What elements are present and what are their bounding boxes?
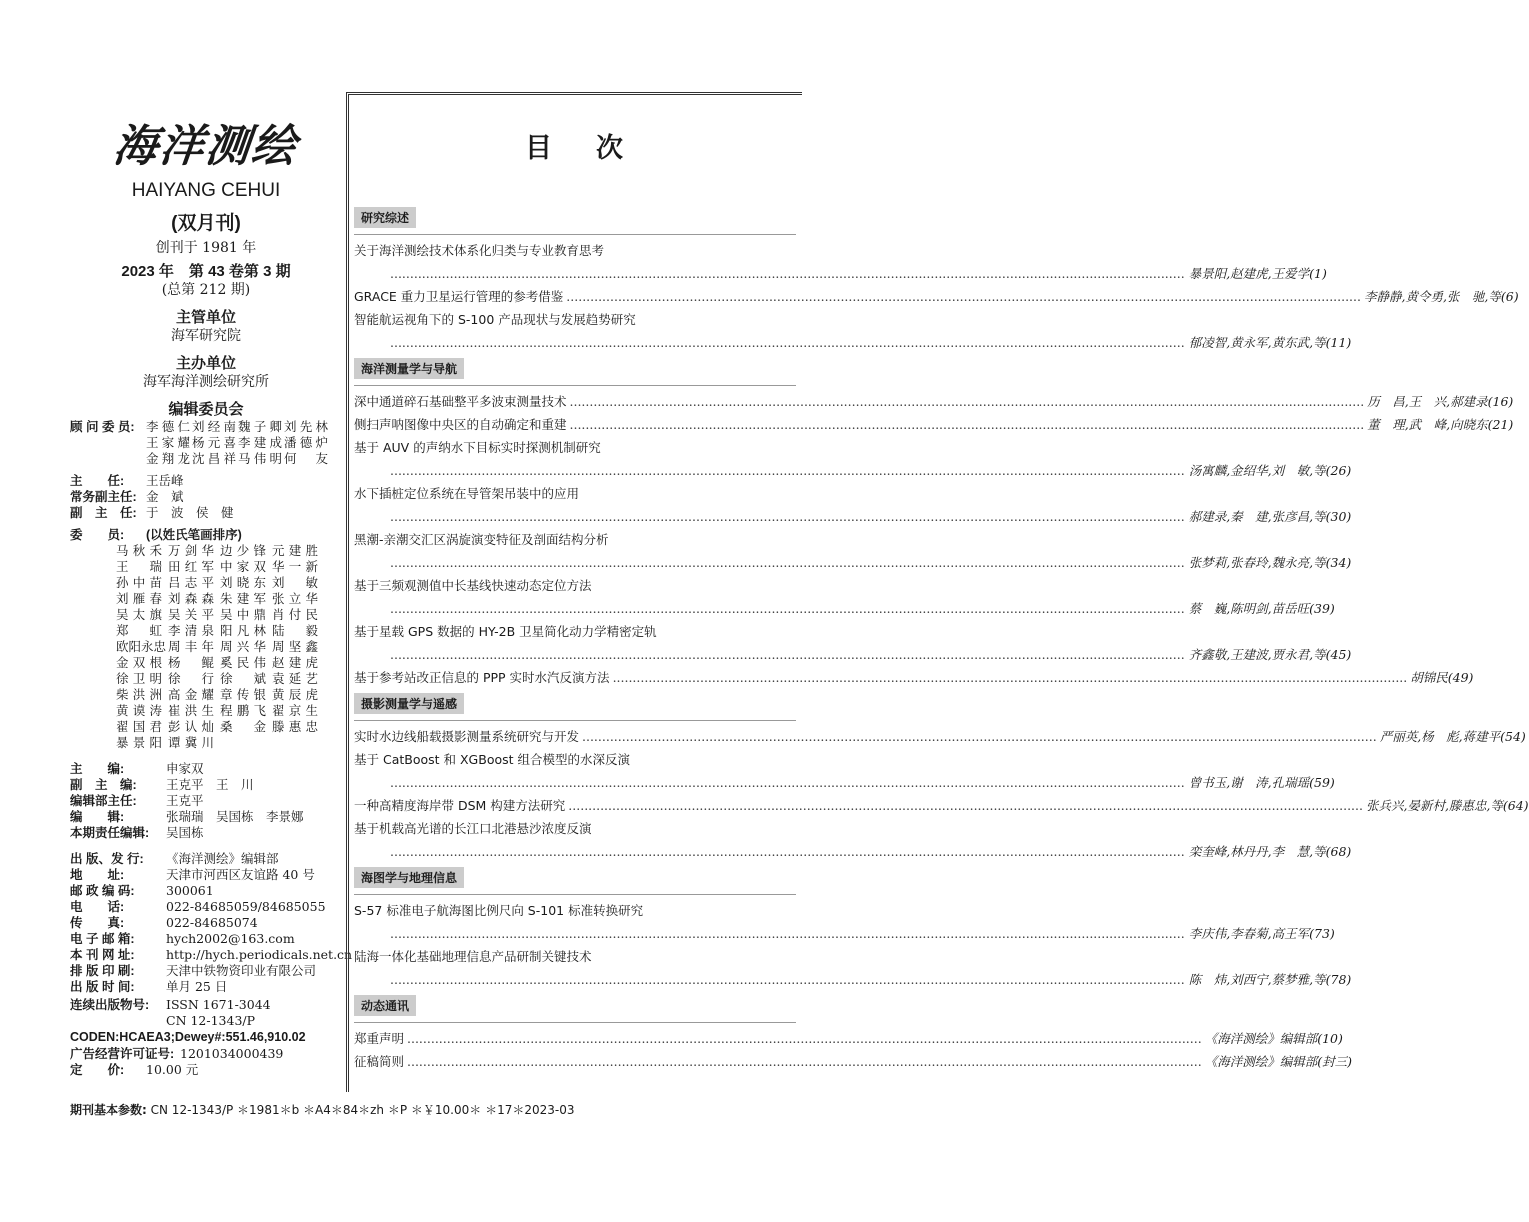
- leader-dots: ........................................................................................................................................................................................................: [390, 266, 1185, 281]
- toc-entry-authors: 郁凌智,黄永军,黄东武,等(11): [1188, 335, 1352, 350]
- member-name: 暴景阳: [116, 735, 162, 750]
- contact-row-key: 出 版 时 间:: [70, 980, 135, 994]
- toc-entry-title-text[interactable]: 侧扫声呐图像中央区的自动确定和重建: [354, 417, 567, 432]
- toc-entry-authors: 汤寓麟,金绍华,刘 敏,等(26): [1188, 463, 1352, 478]
- contact-row: [70, 963, 342, 979]
- member-name: 高金耀: [168, 687, 214, 702]
- leader-dots: ........................................................................................................................................................................................................: [390, 972, 1185, 987]
- toc-entry-title-text[interactable]: 基于参考站改正信息的 PPP 实时水汽反演方法: [354, 670, 610, 685]
- leader-dots: ........................................................................................................................................................................................................: [390, 844, 1185, 859]
- director-row: [70, 473, 342, 489]
- member-name: 张立华: [272, 591, 318, 606]
- contact-row-key: 邮 政 编 码:: [70, 884, 135, 898]
- toc-section: [354, 203, 796, 235]
- advisor-name: 金翔龙: [146, 451, 190, 466]
- founded: 创刊于 1981 年: [155, 240, 257, 256]
- member-name: 柴洪洲: [116, 687, 162, 702]
- member-name: 黄谟涛: [116, 703, 162, 718]
- toc-entry-authors: 胡锦民(49): [1410, 670, 1474, 685]
- contact-row: [70, 947, 353, 963]
- member-name: 朱建军: [220, 591, 266, 606]
- member-name: 袁延艺: [272, 671, 318, 686]
- director: 王岳峰: [146, 473, 184, 488]
- member-name: 元建胜: [272, 543, 318, 558]
- toc-entry-authors: 曾书玉,谢 涛,孔瑞瑶(59): [1188, 775, 1335, 790]
- member-name: 章传银: [220, 687, 266, 702]
- toc-entry-title-text[interactable]: 黑潮-亲潮交汇区涡旋演变特征及剖面结构分析: [354, 532, 609, 547]
- cover-info-column: [70, 100, 353, 1078]
- organizer-label: 主办单位: [175, 355, 236, 372]
- toc-entry-title[interactable]: [354, 620, 796, 643]
- journal-title: 海洋测绘: [110, 121, 301, 172]
- toc-entry-byline: [354, 551, 1352, 574]
- ad-key: 广告经营许可证号:: [70, 1047, 175, 1061]
- contact-row-key: 电 话:: [70, 900, 125, 914]
- contact-row: [70, 883, 342, 899]
- toc-entry-title-text[interactable]: 智能航运视角下的 S-100 产品现状与发展趋势研究: [354, 312, 636, 327]
- toc-entry-authors: 严丽英,杨 彪,蒋建平(54): [1379, 729, 1526, 744]
- toc-entry-title[interactable]: [354, 899, 796, 922]
- members-note: (以姓氏笔画排序): [146, 528, 242, 542]
- toc-entry-byline: [354, 840, 1352, 863]
- toc-entry-title-text[interactable]: GRACE 重力卫星运行管理的参考借鉴: [354, 289, 564, 304]
- member-name: 田红军: [168, 559, 214, 574]
- member-name: 阳凡林: [220, 623, 266, 638]
- toc-entry-authors: 张兵兴,晏新村,滕惠忠,等(64): [1365, 798, 1529, 813]
- toc-section: [354, 689, 796, 721]
- contact-row-value: 单月 25 日: [166, 979, 228, 994]
- toc-entry-byline: [354, 597, 1335, 620]
- toc-entry-authors: 陈 炜,刘西宁,蔡梦雅,等(78): [1188, 972, 1352, 987]
- serial-row: [70, 997, 342, 1029]
- toc-entry-title[interactable]: [354, 748, 796, 771]
- member-name: 翟京生: [272, 703, 318, 718]
- advisor-name: 王家耀: [146, 435, 190, 450]
- advisor-name: 何 友: [284, 451, 328, 466]
- member-name: 万剑华: [168, 543, 214, 558]
- toc-section: [354, 863, 796, 895]
- toc-entry-authors: 郝建录,秦 建,张彦昌,等(30): [1188, 509, 1352, 524]
- contact-row: [70, 851, 342, 867]
- editorial-row-value: 张瑞瑞 吴国栋 李景娜: [166, 809, 304, 824]
- member-name: 刘森森: [168, 591, 214, 606]
- toc-entry-title-text[interactable]: 一种高精度海岸带 DSM 构建方法研究: [354, 798, 566, 813]
- toc-section-header: 摄影测量学与遥感: [354, 693, 464, 714]
- toc-entry-authors: 张梦莉,张春玲,魏永亮,等(34): [1188, 555, 1352, 570]
- member-name: 马秋禾: [116, 543, 162, 558]
- toc-entry-title[interactable]: [354, 817, 796, 840]
- toc-entry-title[interactable]: [354, 308, 796, 331]
- toc-entry-authors: 栾奎峰,林丹丹,李 慧,等(68): [1188, 844, 1352, 859]
- member-name: 周坚鑫: [272, 639, 318, 654]
- params-key: 期刊基本参数:: [70, 1103, 147, 1117]
- members-row: [70, 527, 342, 543]
- editorial-staff: [70, 761, 342, 841]
- member-name: 黄辰虎: [272, 687, 318, 702]
- toc-entry-title-text[interactable]: 基于机载高光谱的长江口北港悬沙浓度反演: [354, 821, 592, 836]
- toc-section: [354, 354, 796, 386]
- contact-row-key: 排 版 印 刷:: [70, 964, 135, 978]
- member-name: 华一新: [272, 559, 318, 574]
- member-name: 陆 毅: [272, 623, 318, 638]
- advisor-name: 刘经南: [192, 419, 236, 434]
- toc-entry-authors: 李庆伟,李春菊,高王军(73): [1188, 926, 1335, 941]
- vice-key: 副 主 任:: [70, 506, 137, 520]
- toc-entry-byline: [354, 505, 1352, 528]
- member-name: 孙中苗: [116, 575, 162, 590]
- member-name: 崔洪生: [168, 703, 214, 718]
- leader-dots: ........................................................................................................................................................................................................: [407, 1054, 1202, 1069]
- toc-entry-title-text[interactable]: 基于 CatBoost 和 XGBoost 组合模型的水深反演: [354, 752, 631, 767]
- toc-entry-byline: [354, 459, 1352, 482]
- toc-entry[interactable]: [354, 1027, 1343, 1050]
- contact-row-value: 《海洋测绘》编辑部: [166, 851, 279, 866]
- toc-entry-byline: [354, 968, 1352, 991]
- exec-vice-key: 常务副主任:: [70, 490, 137, 504]
- member-name: 周兴华: [220, 639, 266, 654]
- leader-dots: ........................................................................................................................................................................................................: [569, 417, 1365, 432]
- member-name: 金双根: [116, 655, 162, 670]
- contact-row: [70, 931, 342, 947]
- editorial-row-key: 主 编:: [70, 762, 125, 776]
- advisor-name: 李德仁: [146, 419, 190, 434]
- toc-entry-authors: 齐鑫敬,王建波,贾永君,等(45): [1188, 647, 1352, 662]
- toc-entry-title-text[interactable]: 征稿简则: [354, 1054, 405, 1069]
- leader-dots: ........................................................................................................................................................................................................: [390, 463, 1185, 478]
- toc-entry-authors: 《海洋测绘》编辑部(10): [1204, 1031, 1343, 1046]
- advisor-name: 沈昌祥: [192, 451, 236, 466]
- toc-entry-authors: 历 昌,王 兴,郝建录(16): [1367, 394, 1514, 409]
- toc-section-header: 海洋测量学与导航: [354, 358, 464, 379]
- toc-entry-title-text[interactable]: 关于海洋测绘技术体系化归类与专业教育思考: [354, 243, 605, 258]
- board-label: 编辑委员会: [168, 401, 244, 418]
- contact-row-value: 022-84685074: [166, 915, 258, 930]
- editorial-row-value: 申家双: [166, 761, 204, 776]
- total-issue: (总第 212 期): [161, 282, 251, 298]
- editorial-row-key: 编 辑:: [70, 810, 125, 824]
- advisor-name: 李建成: [238, 435, 282, 450]
- editorial-row-key: 副 主 编:: [70, 778, 137, 792]
- advisors-list: [146, 419, 328, 467]
- toc-entry-title-text[interactable]: 深中通道碎石基础整平多波束测量技术: [354, 394, 567, 409]
- leader-dots: ........................................................................................................................................................................................................: [390, 775, 1185, 790]
- ad-row: [70, 1046, 342, 1062]
- toc-entry[interactable]: [354, 413, 1514, 436]
- advisor-name: 马伟明: [238, 451, 282, 466]
- toc-entry-title-text[interactable]: 实时水边线船载摄影测量系统研究与开发: [354, 729, 580, 744]
- member-name: 刘 敏: [272, 575, 318, 590]
- advisor-name: 魏子卿: [238, 419, 282, 434]
- advisor-name: 刘先林: [284, 419, 328, 434]
- toc-entry[interactable]: [354, 666, 1474, 689]
- member-name: 滕惠忠: [272, 719, 318, 734]
- contact-row: [70, 899, 342, 915]
- toc-entry-title-text[interactable]: 基于三频观测值中长基线快速动态定位方法: [354, 578, 592, 593]
- member-name: 边少锋: [220, 543, 266, 558]
- coden: CODEN:HCAEA3;Dewey#:551.46,910.02: [70, 1030, 306, 1044]
- exec-vice-row: [70, 489, 342, 505]
- toc-entry-title[interactable]: [354, 482, 796, 505]
- leader-dots: ........................................................................................................................................................................................................: [390, 509, 1185, 524]
- toc-section: [354, 991, 796, 1023]
- editorial-row-value: 王克平 王 川: [166, 777, 254, 792]
- toc-entry-title-text[interactable]: 郑重声明: [354, 1031, 405, 1046]
- member-name: 徐斌: [220, 671, 266, 686]
- member-name: 肖付民: [272, 607, 318, 622]
- exec-vice: 金 斌: [146, 489, 184, 504]
- toc-entry-byline: [354, 331, 1352, 354]
- toc-entry-title-text[interactable]: 基于 AUV 的声纳水下目标实时探测机制研究: [354, 440, 601, 455]
- price: 10.00 元: [146, 1062, 199, 1077]
- editorial-row: [70, 825, 342, 841]
- toc-entry[interactable]: [354, 390, 1514, 413]
- sponsor-label: 主管单位: [175, 309, 236, 326]
- toc-section-header: 动态通讯: [354, 995, 416, 1016]
- toc-section-header: 海图学与地理信息: [354, 867, 464, 888]
- editorial-row: [70, 809, 342, 825]
- director-key: 主 任:: [70, 474, 125, 488]
- vice-row: [70, 505, 342, 521]
- contact-row-key: 地 址:: [70, 868, 125, 882]
- toc-title: 目次: [525, 133, 667, 164]
- vice: 于 波 侯 健: [146, 505, 234, 520]
- member-name: 奚民伟: [220, 655, 266, 670]
- toc-entry-title-text[interactable]: S-57 标准电子航海图比例尺向 S-101 标准转换研究: [354, 903, 644, 918]
- contact-row: [70, 915, 342, 931]
- advisor-name: 杨元喜: [192, 435, 236, 450]
- leader-dots: ........................................................................................................................................................................................................: [390, 555, 1185, 570]
- member-name: 欧阳永忠: [116, 639, 167, 654]
- frequency: (双月刊): [171, 213, 241, 234]
- leader-dots: ........................................................................................................................................................................................................: [566, 289, 1361, 304]
- member-name: 吴太旗: [116, 607, 162, 622]
- toc-entry-title[interactable]: [354, 945, 796, 968]
- toc-entry-title-text[interactable]: 陆海一体化基础地理信息产品研制关键技术: [354, 949, 592, 964]
- toc-entry-title[interactable]: [354, 574, 796, 597]
- toc-entry[interactable]: [354, 725, 1526, 748]
- toc-entry-byline: [354, 922, 1335, 945]
- cn-number: CN 12-1343/P: [166, 1013, 256, 1028]
- editorial-row: [70, 777, 342, 793]
- sponsor: 海军研究院: [171, 328, 241, 344]
- contact-row-key: 出 版、发 行:: [70, 852, 144, 866]
- contact-info: [70, 851, 353, 995]
- toc-entry-title[interactable]: [354, 528, 796, 551]
- contact-row-value: hych2002@163.com: [166, 931, 295, 946]
- toc-entry-byline: [354, 262, 1327, 285]
- toc-entry[interactable]: [354, 794, 1529, 817]
- contact-row-value: 天津中铁物资印业有限公司: [166, 963, 317, 978]
- toc-entry-title-text[interactable]: 基于星载 GPS 数据的 HY-2B 卫星简化动力学精密定轨: [354, 624, 657, 639]
- editorial-row-value: 王克平: [166, 793, 204, 808]
- member-name: 周丰年: [168, 639, 214, 654]
- advisors-row: [70, 419, 342, 467]
- member-name: 李清泉: [168, 623, 214, 638]
- member-name: 中家双: [220, 559, 266, 574]
- table-of-contents: [354, 203, 1529, 1073]
- member-name: 吕志平: [168, 575, 214, 590]
- member-name: 郑 虹: [116, 623, 162, 638]
- toc-entry-authors: 董 理,武 峰,向晓东(21): [1367, 417, 1514, 432]
- price-key: 定 价:: [70, 1063, 125, 1077]
- advisor-name: 潘德炉: [284, 435, 328, 450]
- toc-entry-authors: 蔡 巍,陈明剑,苗岳旺(39): [1188, 601, 1335, 616]
- toc-entry-byline: [354, 771, 1335, 794]
- member-name: 吴中鼎: [220, 607, 266, 622]
- member-name: 徐卫明: [116, 671, 162, 686]
- member-name: 桑 金: [220, 719, 266, 734]
- member-name: 程鹏飞: [220, 703, 266, 718]
- serial-key: 连续出版物号:: [70, 998, 150, 1012]
- contact-row-key: 传 真:: [70, 916, 125, 930]
- contact-row-value: 022-84685059/84685055: [166, 899, 326, 914]
- contact-row-value: 天津市河西区友谊路 40 号: [166, 867, 315, 882]
- contact-row: [70, 867, 342, 883]
- leader-dots: ........................................................................................................................................................................................................: [390, 647, 1185, 662]
- organizer: 海军海洋测绘研究所: [143, 374, 269, 390]
- toc-entry[interactable]: [354, 285, 1519, 308]
- toc-section-header: 研究综述: [354, 207, 416, 228]
- journal-pinyin: HAIYANG CEHUI: [131, 180, 281, 201]
- journal-parameters: [70, 1101, 574, 1118]
- members-list: [116, 543, 342, 751]
- ad-number: 1201034000439: [180, 1046, 284, 1061]
- contact-row-key: 电 子 邮 箱:: [70, 932, 135, 946]
- member-name: 刘雁春: [116, 591, 162, 606]
- editorial-row: [70, 761, 342, 777]
- editorial-row: [70, 793, 342, 809]
- contact-row-key: 本 刊 网 址:: [70, 948, 135, 962]
- editorial-row-key: 编辑部主任:: [70, 794, 137, 808]
- toc-entry-authors: 《海洋测绘》编辑部(封三): [1204, 1054, 1352, 1069]
- issn: ISSN 1671-3044: [166, 997, 271, 1012]
- toc-entry-authors: 暴景阳,赵建虎,王爱学(1): [1188, 266, 1327, 281]
- contact-row-value: 300061: [166, 883, 214, 898]
- member-name: 彭认灿: [168, 719, 214, 734]
- editorial-row-key: 本期责任编辑:: [70, 826, 150, 840]
- leader-dots: ........................................................................................................................................................................................................: [390, 601, 1185, 616]
- leader-dots: ........................................................................................................................................................................................................: [582, 729, 1377, 744]
- issue-number: 2023 年 第 43 卷第 3 期: [121, 263, 291, 280]
- params-value: CN 12-1343/P ＊1981＊b ＊A4＊84＊zh ＊P ＊￥10.00＊ ＊17＊2023-03: [150, 1103, 575, 1117]
- member-name: 谭冀川: [168, 735, 214, 750]
- leader-dots: ........................................................................................................................................................................................................: [568, 798, 1363, 813]
- toc-entry[interactable]: [354, 1050, 1352, 1073]
- editorial-row-value: 吴国栋: [166, 825, 204, 840]
- member-name: 赵建虎: [272, 655, 318, 670]
- toc-entry-authors: 李静静,黄令勇,张 驰,等(6): [1363, 289, 1519, 304]
- member-name: 吴关平: [168, 607, 214, 622]
- member-name: 徐 行: [168, 671, 214, 686]
- toc-entry-title-text[interactable]: 水下插桩定位系统在导管架吊装中的应用: [354, 486, 580, 501]
- toc-entry-byline: [354, 643, 1352, 666]
- leader-dots: ........................................................................................................................................................................................................: [390, 926, 1185, 941]
- member-name: 王 瑞: [116, 559, 162, 574]
- toc-entry-title[interactable]: [354, 436, 796, 459]
- toc-entry-title[interactable]: [354, 239, 796, 262]
- leader-dots: ........................................................................................................................................................................................................: [612, 670, 1408, 685]
- contact-row-value: http://hych.periodicals.net.cn: [166, 947, 353, 962]
- advisors-key: 顾 问 委 员:: [70, 420, 135, 434]
- member-name: 翟国君: [116, 719, 162, 734]
- members-key: 委 员:: [70, 528, 125, 542]
- leader-dots: ........................................................................................................................................................................................................: [569, 394, 1365, 409]
- leader-dots: ........................................................................................................................................................................................................: [390, 335, 1185, 350]
- member-name: 刘晓东: [220, 575, 266, 590]
- leader-dots: ........................................................................................................................................................................................................: [407, 1031, 1202, 1046]
- price-row: [70, 1062, 342, 1078]
- member-name: 杨 鲲: [168, 655, 214, 670]
- contact-row: [70, 979, 342, 995]
